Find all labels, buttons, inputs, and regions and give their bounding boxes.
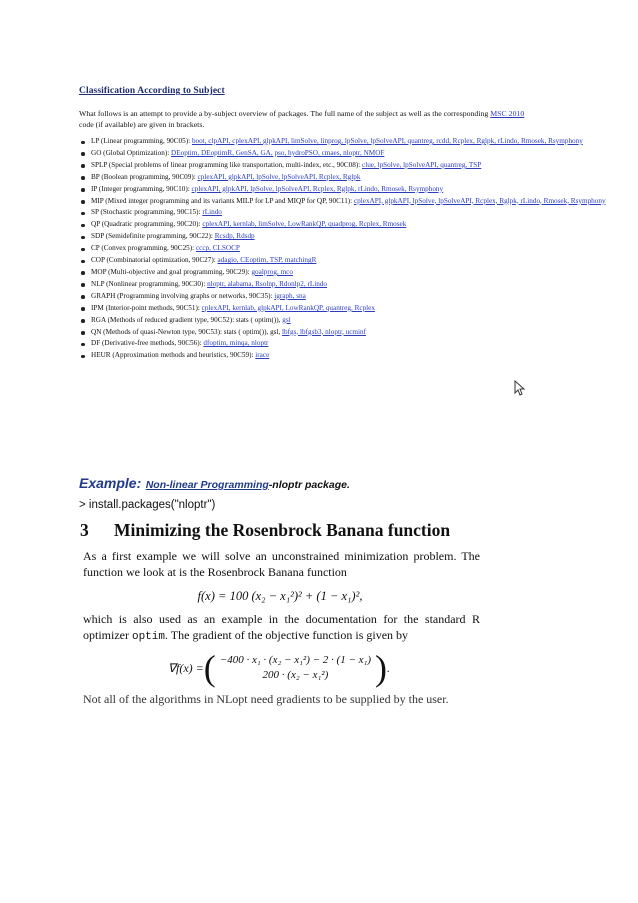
package-links[interactable]: igraph, sna <box>274 291 306 300</box>
subject-item <box>79 279 539 291</box>
package-links[interactable]: clue, lpSolve, lpSolveAPI, quantreg, TSP <box>362 160 482 169</box>
classification-title: Classification According to Subject <box>79 86 225 96</box>
subject-label: RGA (Methods of reduced gradient type, 90C52): stats ( optim()), <box>91 315 283 324</box>
subject-item <box>79 160 539 172</box>
subject-label: CP (Convex programming, 90C25): <box>91 244 196 253</box>
subject-item <box>79 231 539 243</box>
subject-label: QN (Methods of quasi-Newton type, 90C53): stats ( optim()), gsl, <box>91 327 283 336</box>
package-links[interactable]: gsl <box>282 315 291 324</box>
section-title: Minimizing the Rosenbrock Banana function <box>114 520 451 540</box>
subject-item <box>79 303 539 315</box>
subject-item <box>79 327 539 339</box>
package-links[interactable]: boot, clpAPI, cplexAPI, glpkAPI, limSolve, linprog, lpSolve, lpSolveAPI, quantreg, rcdd, Rcplex, Rglpk, rLindo, Rmosek, Rsymphony <box>191 137 583 145</box>
package-links[interactable]: cccp, CLSOCP <box>195 244 240 253</box>
subject-label: MIP (Mixed integer programming and its variants MILP for LP and MIQP for QP, 90C11): <box>91 196 354 205</box>
subject-label: LP (Linear programming, 90C05): <box>91 137 192 145</box>
subject-item <box>79 315 539 327</box>
intro-text: What follows is an attempt to provide a by-subject overview of packages. The full name of the subject as well as the corresponding <box>79 109 491 118</box>
subject-item <box>79 255 539 267</box>
subject-item <box>79 291 539 303</box>
right-paren: ) <box>375 648 387 688</box>
subject-item <box>79 243 539 255</box>
subject-label: MOP (Multi-objective and goal programming, 90C29): <box>91 267 252 276</box>
mouse-pointer-icon <box>514 380 524 396</box>
package-links[interactable]: cplexAPI, glpkAPI, lpSolve, lpSolveAPI, Rcplex, Rglpk <box>197 172 361 181</box>
subject-label: IP (Integer programming, 90C10): <box>91 184 192 193</box>
left-paren: ( <box>203 648 216 688</box>
subject-item <box>79 172 539 184</box>
subject-item <box>79 184 539 196</box>
subject-label: IPM (Interior-point methods, 90C51): <box>91 303 202 312</box>
gradient-tail: . <box>387 660 390 675</box>
subject-label: SDP (Semidefinite programming, 90C22): <box>91 232 215 241</box>
intro-text-end: code (if available) are given in brackets. <box>79 120 205 129</box>
subject-item <box>79 267 539 279</box>
subject-label: SP (Stochastic programming, 90C15): <box>91 208 203 217</box>
package-links[interactable]: nloptr, alabama, Rsolnp, Rdonlp2, rLindo <box>207 279 328 288</box>
package-links[interactable]: cplexAPI, kernlab, limSolve, LowRankQP, quadprog, Rcplex, Rmosek <box>202 220 407 229</box>
package-links[interactable]: rLindo <box>202 208 222 217</box>
rosenbrock-section <box>80 520 480 706</box>
section-heading <box>80 520 480 541</box>
rosenbrock-equation: f(x) = 100 (x₂ − x₁²)² + (1 − x₁)², <box>197 589 363 603</box>
package-links[interactable]: DEoptim, DEoptimR, GenSA, GA, pso, hydroPSO, cmaes, nloptr, NMOF <box>171 148 385 157</box>
msc-link[interactable]: MSC 2010 <box>490 109 525 118</box>
optim-paragraph <box>83 612 480 645</box>
subject-label: HEUR (Approximation methods and heuristics, 90C59): <box>91 351 256 360</box>
subject-item <box>79 196 606 208</box>
package-links[interactable]: irace <box>255 351 270 360</box>
subject-item <box>79 350 539 362</box>
gradient-row-1: −400 · x₁ · (x₂ − x₁²) − 2 · (1 − x₁) <box>219 654 371 666</box>
install-command: > install.packages("nloptr") <box>79 499 216 511</box>
package-links[interactable]: cplexAPI, glpkAPI, lpSolve, lpSolveAPI, Rcplex, Rglpk, rLindo, Rmosek, Rsymphony <box>191 184 444 193</box>
package-links[interactable]: lbfgs, lbfgsb3, nloptr, ucminf <box>282 327 367 336</box>
package-links[interactable]: goalprog, mco <box>251 267 293 276</box>
gradient-vector <box>216 653 375 683</box>
subject-label: QP (Quadratic programming, 90C20): <box>91 220 203 229</box>
example-heading <box>79 475 350 493</box>
package-links[interactable]: adagio, CEoptim, TSP, matchingR <box>217 256 317 265</box>
subject-label: SPLP (Special problems of linear programming like transportation, multi-index, etc., 90C08): <box>91 160 363 169</box>
subject-label: BP (Boolean programming, 90C09): <box>91 172 198 181</box>
cut-off-line: Not all of the algorithms in NLopt need gradients to be supplied by the user. <box>83 692 449 706</box>
optim-code: optim <box>131 630 165 643</box>
subject-label: NLP (Nonlinear programming, 90C30): <box>91 279 208 288</box>
subject-item <box>79 207 539 219</box>
package-links[interactable]: Rcsdp, Rdsdp <box>214 232 255 241</box>
example-package: -nloptr package. <box>268 479 350 491</box>
subject-item <box>79 148 539 160</box>
example-label: Example: <box>79 475 142 491</box>
subject-label: COP (Combinatorial optimization, 90C27): <box>91 256 218 265</box>
gradient-row-2: 200 · (x₂ − x₁²) <box>262 669 329 681</box>
package-links[interactable]: cplexAPI, glpkAPI, lpSolve, lpSolveAPI, Rcplex, Rglpk, rLindo, Rmosek, Rsymphony <box>353 196 606 205</box>
subject-label: GO (Global Optimization): <box>91 148 172 157</box>
subject-item <box>79 338 539 350</box>
intro-paragraph: As a first example we will solve an unconstrained minimization problem. The function we look at is the Rosenbrock Banana function <box>83 549 480 579</box>
package-links[interactable]: dfoptim, minqa, nloptr <box>203 339 269 348</box>
example-topic: Non-linear Programming <box>145 479 269 491</box>
subject-item <box>79 219 539 231</box>
subject-list <box>79 136 606 362</box>
subject-label: DF (Derivative-free methods, 90C56): <box>91 339 204 348</box>
package-links[interactable]: cplexAPI, kernlab, glpkAPI, LowRankQP, quantreg, Rcplex <box>201 303 375 312</box>
gradient-lhs: ∇f(x) = <box>168 660 204 675</box>
optim-text-end: . The gradient of the objective function is given by <box>165 627 409 642</box>
classification-intro <box>79 108 539 130</box>
gradient-equation <box>168 650 480 686</box>
section-number: 3 <box>80 520 89 540</box>
optim-text: which is also used as an example in the documentation for the standard R optimizer <box>83 612 480 642</box>
subject-item <box>79 136 583 148</box>
classification-section <box>79 86 606 404</box>
subject-label: GRAPH (Programming involving graphs or networks, 90C35): <box>91 291 275 300</box>
